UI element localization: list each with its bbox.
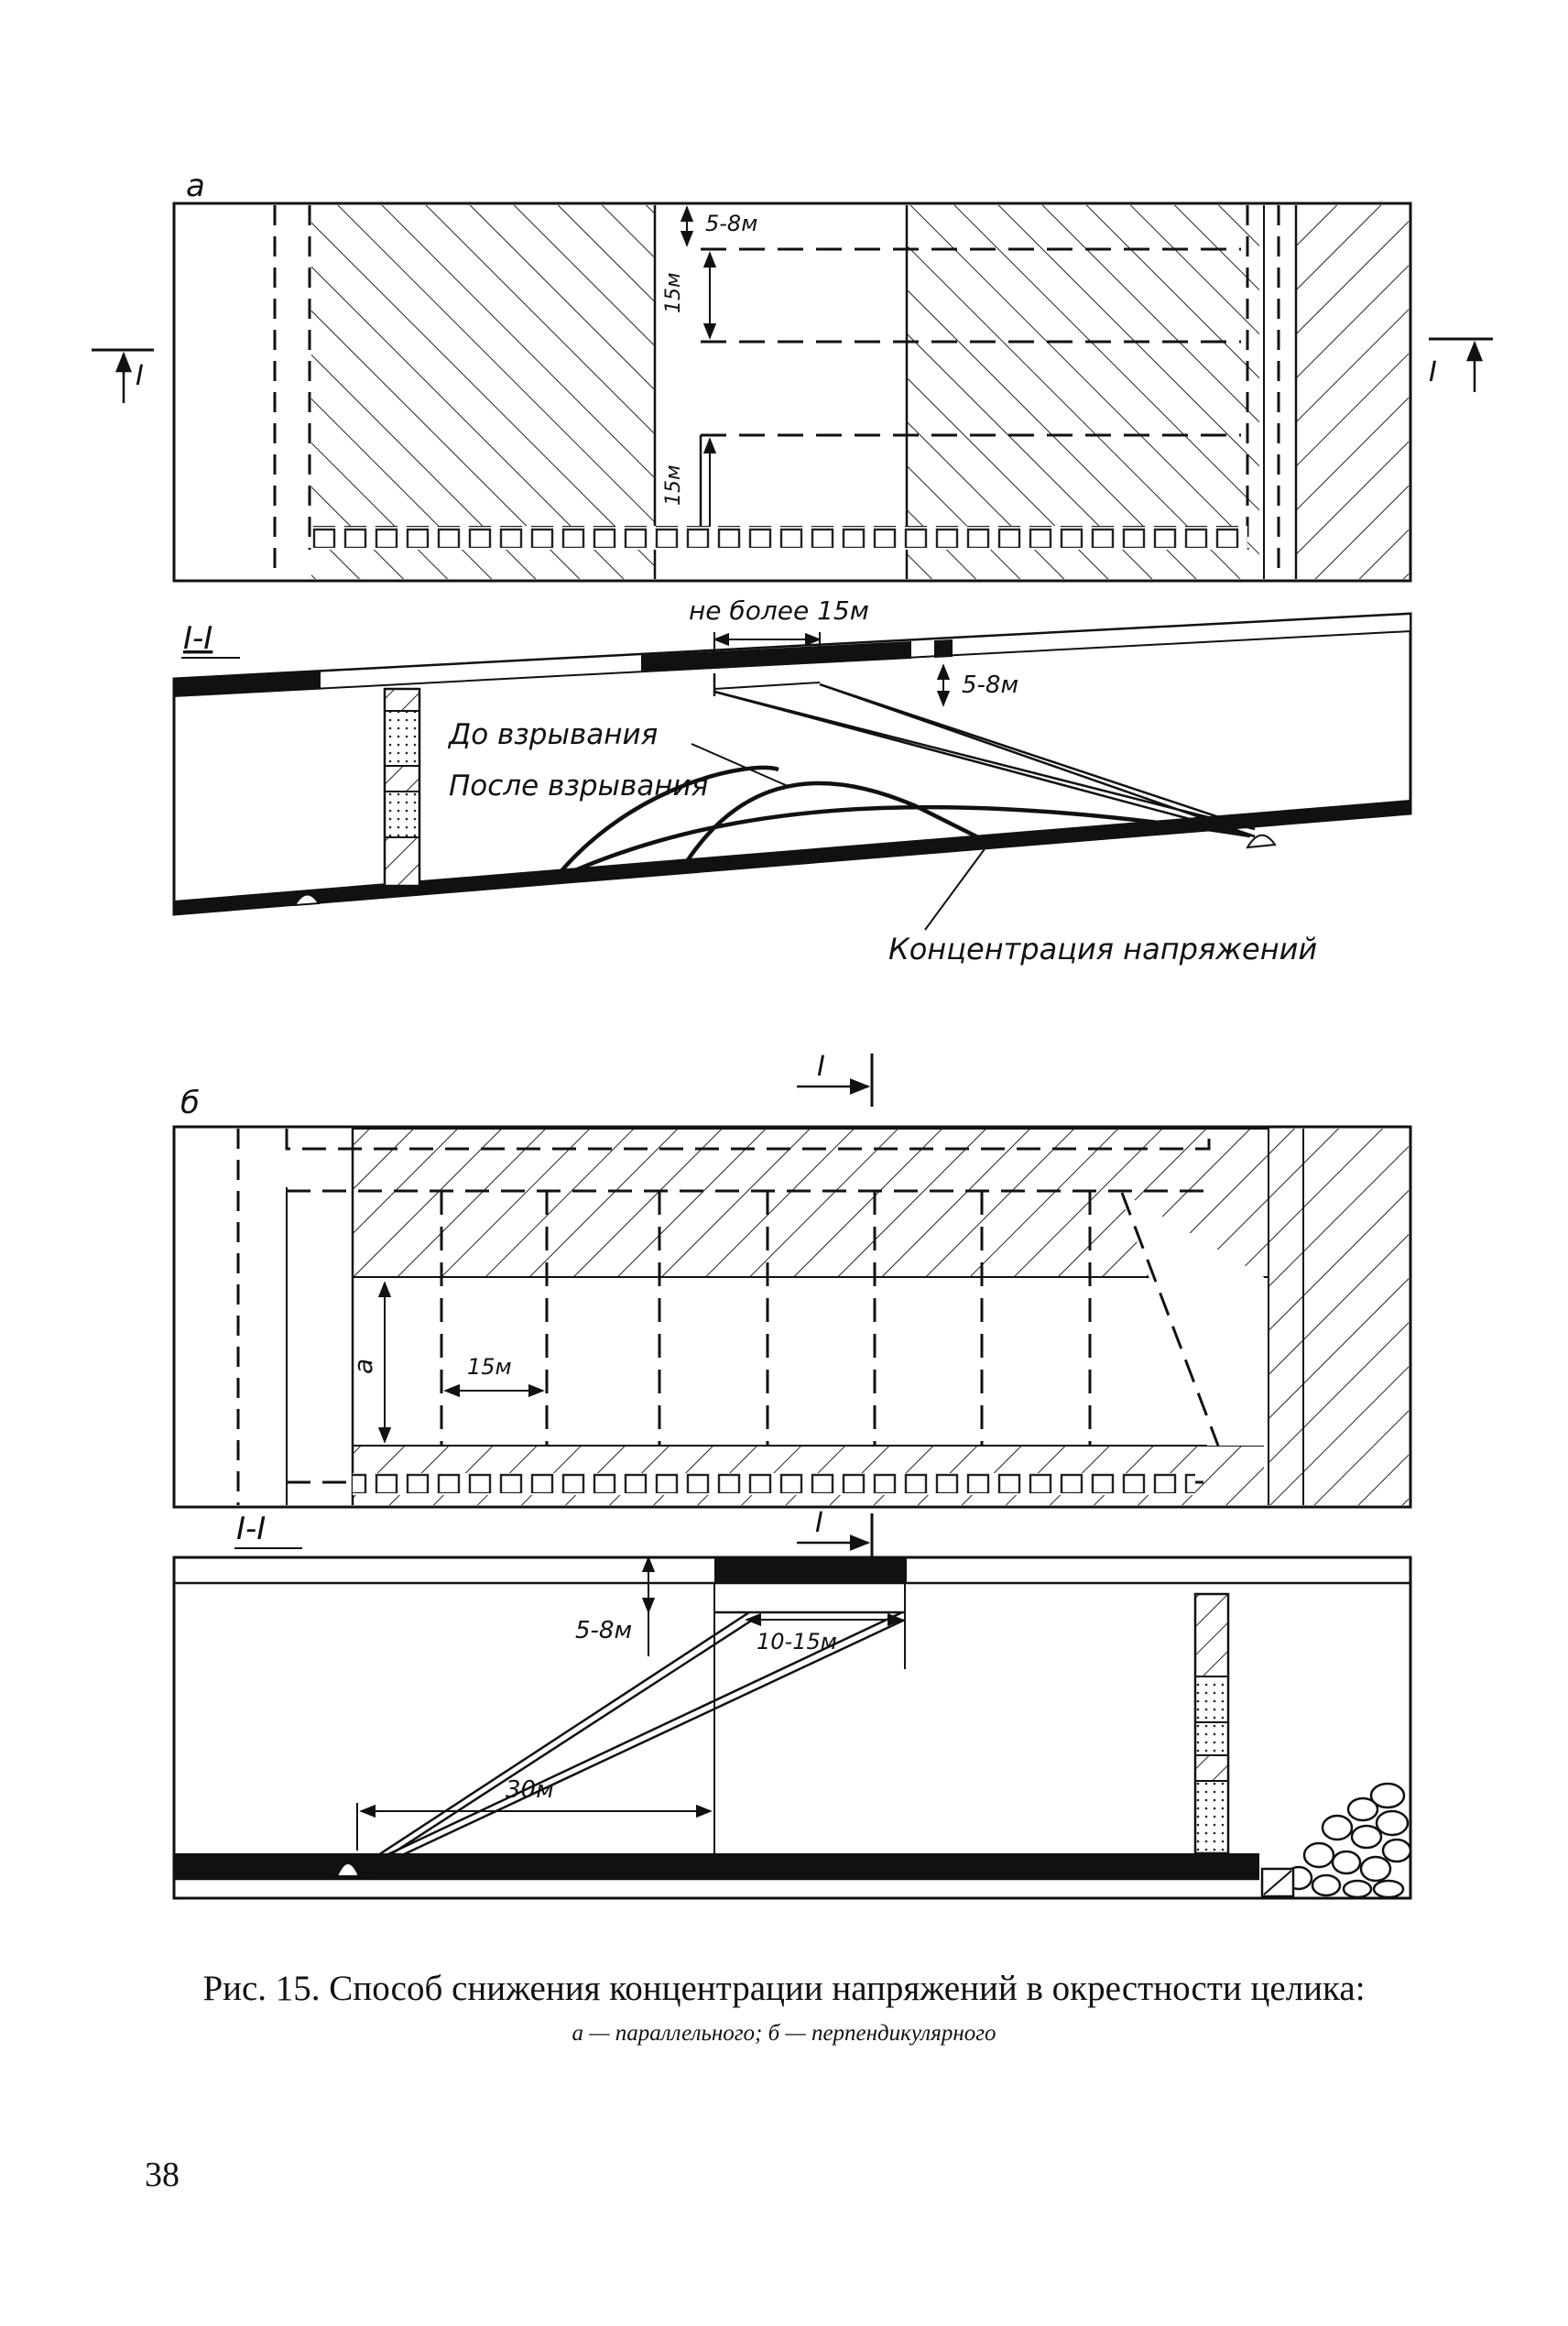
- section-b-title: I-I: [236, 1511, 267, 1547]
- figure-caption: Рис. 15. Способ снижения концентрации напряжений в окрестности целика:: [202, 1969, 1366, 2008]
- hatched-zone-edge-b: [1303, 1129, 1409, 1505]
- dim-a: а: [348, 1358, 378, 1374]
- figure-caption-subtitle: а — параллельного; б — перпендикулярного: [572, 2021, 996, 2046]
- dim-15m-plan-upper: 15м: [662, 272, 685, 313]
- dim-10-15m: 10-15м: [757, 1629, 837, 1654]
- hatched-zone-edge: [1296, 205, 1409, 579]
- dim-max-15m: не более 15м: [689, 595, 869, 626]
- section-mark-b-section: I: [815, 1507, 823, 1539]
- panel-a-letter: а: [186, 168, 205, 204]
- panel-b-plan: [174, 1051, 1410, 1507]
- dim-15m-plan-b: 15м: [467, 1354, 512, 1380]
- panel-a-plan: [92, 168, 1493, 581]
- dim-5-8m-plan: 5-8м: [705, 211, 758, 236]
- section-mark-left: I: [136, 360, 144, 392]
- hatched-zone-right: [907, 205, 1259, 579]
- rubble-pile: [1286, 1784, 1410, 1897]
- timber-crib-row-b: [353, 1473, 1195, 1493]
- label-after-blasting: После взрывания: [449, 770, 709, 803]
- panel-b-letter: б: [180, 1085, 200, 1121]
- timber-crib-row: [311, 526, 1247, 548]
- label-stress-concentration: Концентрация напряжений: [888, 932, 1318, 966]
- label-before-blasting: До взрывания: [449, 718, 659, 751]
- dim-5-8m-section-a: 5-8м: [962, 672, 1019, 699]
- section-a-title: I-I: [183, 620, 213, 657]
- dim-30m: 30м: [506, 1776, 554, 1804]
- panel-a-section: [174, 595, 1410, 966]
- hatched-zone-left: [311, 205, 655, 579]
- dim-15m-plan-lower: 15м: [662, 464, 685, 506]
- section-mark-top-b: I: [817, 1051, 825, 1083]
- section-mark-right: I: [1429, 356, 1437, 388]
- dim-5-8m-section-b: 5-8м: [575, 1617, 633, 1644]
- panel-b-section: [174, 1507, 1410, 1898]
- page-number: 38: [145, 2156, 180, 2194]
